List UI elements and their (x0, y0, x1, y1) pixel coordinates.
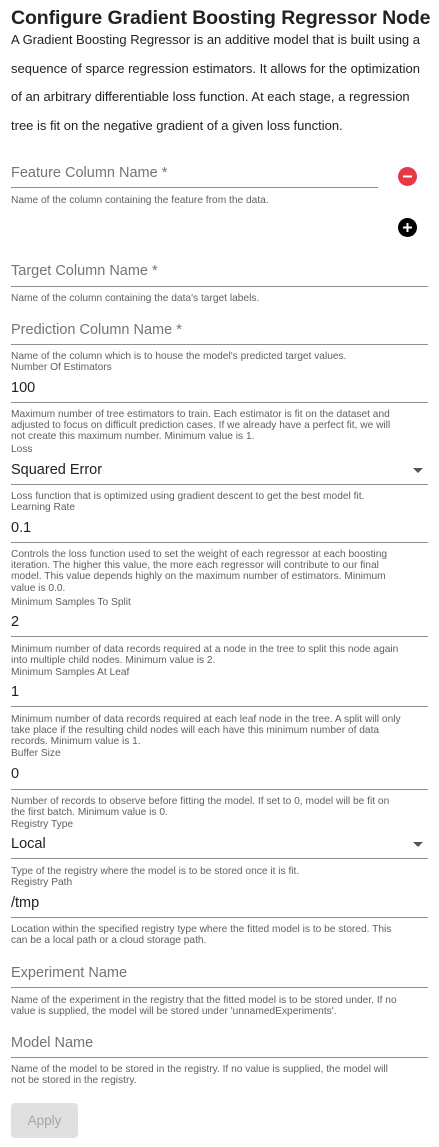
prediction-column-underline (11, 344, 428, 345)
help-line: Minimum number of data records required at a node in the tree to split this node again (11, 644, 399, 655)
help-line: Number of records to observe before fitting the model. If set to 0, model will be fit on (11, 796, 390, 807)
help-line: into multiple child nodes. Minimum value is 2. (11, 655, 216, 667)
description-line: tree is fit on the negative gradient of a given loss function. (11, 117, 343, 133)
num-estimators-help (11, 409, 436, 443)
buffer-size-help (11, 796, 436, 818)
help-line: iteration. The higher this value, the more each regressor will contribute to our final (11, 560, 379, 572)
num-estimators-input[interactable]: 100 (11, 380, 36, 396)
add-feature-button[interactable] (398, 218, 417, 237)
buffer-size-label: Buffer Size (11, 748, 61, 759)
plus-circle-icon (398, 218, 417, 237)
help-line: not be stored in the registry. (11, 1075, 137, 1087)
help-line: take place if the resulting child nodes will each have this minimum number of data (11, 725, 380, 737)
model-name-underline (11, 1057, 428, 1058)
target-column-underline (11, 286, 428, 287)
help-line: Name of the model to be stored in the registry. If no value is supplied, the model will (11, 1064, 388, 1075)
registry-type-label: Registry Type (11, 819, 74, 830)
help-line: records. Minimum value is 1. (11, 736, 141, 748)
help-line: not create this maximum number. Minimum value is 1. (11, 431, 255, 443)
help-line: value is 0.0. (11, 582, 66, 594)
loss-underline (11, 484, 428, 485)
help-line: adjusted to focus on difficult prediction cases. If we already have a perfect fit, we will (11, 420, 391, 432)
help-line: Location within the specified registry type where the fitted model is to be stored. This (11, 924, 392, 935)
page-title: Configure Gradient Boosting Regressor Node (11, 7, 431, 29)
experiment-name-help (11, 995, 436, 1017)
page-description (11, 26, 436, 140)
caret-down-icon[interactable] (413, 842, 423, 847)
model-name-input[interactable]: Model Name (11, 1035, 94, 1051)
learning-rate-label: Learning Rate (11, 502, 76, 513)
loss-select[interactable]: Squared Error (11, 462, 103, 478)
buffer-size-underline (11, 789, 428, 790)
target-column-input[interactable]: Target Column Name * (11, 263, 158, 279)
help-line: the first batch. Minimum value is 0. (11, 807, 168, 819)
learning-rate-help (11, 549, 436, 594)
description-line: A Gradient Boosting Regressor is an additive model that is built using a (11, 32, 421, 47)
buffer-size-input[interactable]: 0 (11, 766, 20, 782)
feature-column-help: Name of the column containing the feature from the data. (11, 195, 269, 206)
registry-path-underline (11, 917, 428, 918)
min-samples-leaf-help (11, 714, 436, 748)
min-samples-split-input[interactable]: 2 (11, 614, 20, 630)
num-estimators-label: Number Of Estimators (11, 362, 112, 373)
feature-column-underline (11, 187, 378, 188)
minus-circle-icon (398, 167, 417, 186)
prediction-column-help: Name of the column which is to house the model's predicted target values. (11, 351, 347, 362)
target-column-help: Name of the column containing the data's target labels. (11, 293, 260, 304)
min-samples-leaf-underline (11, 706, 428, 707)
learning-rate-underline (11, 542, 428, 543)
num-estimators-underline (11, 402, 428, 403)
prediction-column-input[interactable]: Prediction Column Name * (11, 322, 182, 338)
registry-type-select[interactable]: Local (11, 836, 46, 852)
learning-rate-input[interactable]: 0.1 (11, 520, 32, 536)
loss-label: Loss (11, 444, 33, 455)
min-samples-split-help (11, 644, 436, 666)
help-line: Maximum number of tree estimators to train. Each estimator is fit on the dataset and (11, 409, 390, 420)
min-samples-leaf-label: Minimum Samples At Leaf (11, 667, 130, 678)
model-name-help (11, 1064, 436, 1086)
help-line: can be a local path or a cloud storage path. (11, 935, 207, 947)
registry-type-help: Type of the registry where the model is to be stored once it is fit. (11, 866, 300, 877)
experiment-name-input[interactable]: Experiment Name (11, 965, 128, 981)
registry-path-help (11, 924, 436, 946)
experiment-name-underline (11, 987, 428, 988)
remove-feature-button[interactable] (398, 167, 417, 186)
min-samples-leaf-input[interactable]: 1 (11, 684, 20, 700)
description-line: of an arbitrary differentiable loss function. At each stage, a regression (11, 89, 410, 104)
registry-type-underline (11, 858, 428, 859)
help-line: model. This value depends highly on the maximum number of estimators. Minimum (11, 571, 386, 583)
caret-down-icon[interactable] (413, 468, 423, 473)
registry-path-input[interactable]: /tmp (11, 895, 40, 911)
apply-button[interactable]: Apply (11, 1103, 78, 1138)
help-line: value is supplied, the model will be stored under 'unnamedExperiments'. (11, 1006, 337, 1018)
min-samples-split-underline (11, 636, 428, 637)
help-line: Name of the experiment in the registry that the fitted model is to be stored under. If no (11, 995, 397, 1006)
help-line: Minimum number of data records required at each leaf node in the tree. A split will only (11, 714, 401, 725)
feature-column-input[interactable]: Feature Column Name * (11, 165, 168, 181)
registry-path-label: Registry Path (11, 877, 73, 888)
description-line: sequence of sparce regression estimators. It allows for the optimization (11, 60, 420, 76)
min-samples-split-label: Minimum Samples To Split (11, 597, 131, 608)
help-line: Controls the loss function used to set the weight of each regressor at each boosting (11, 549, 388, 560)
loss-help: Loss function that is optimized using gradient descent to get the best model fit. (11, 491, 365, 502)
